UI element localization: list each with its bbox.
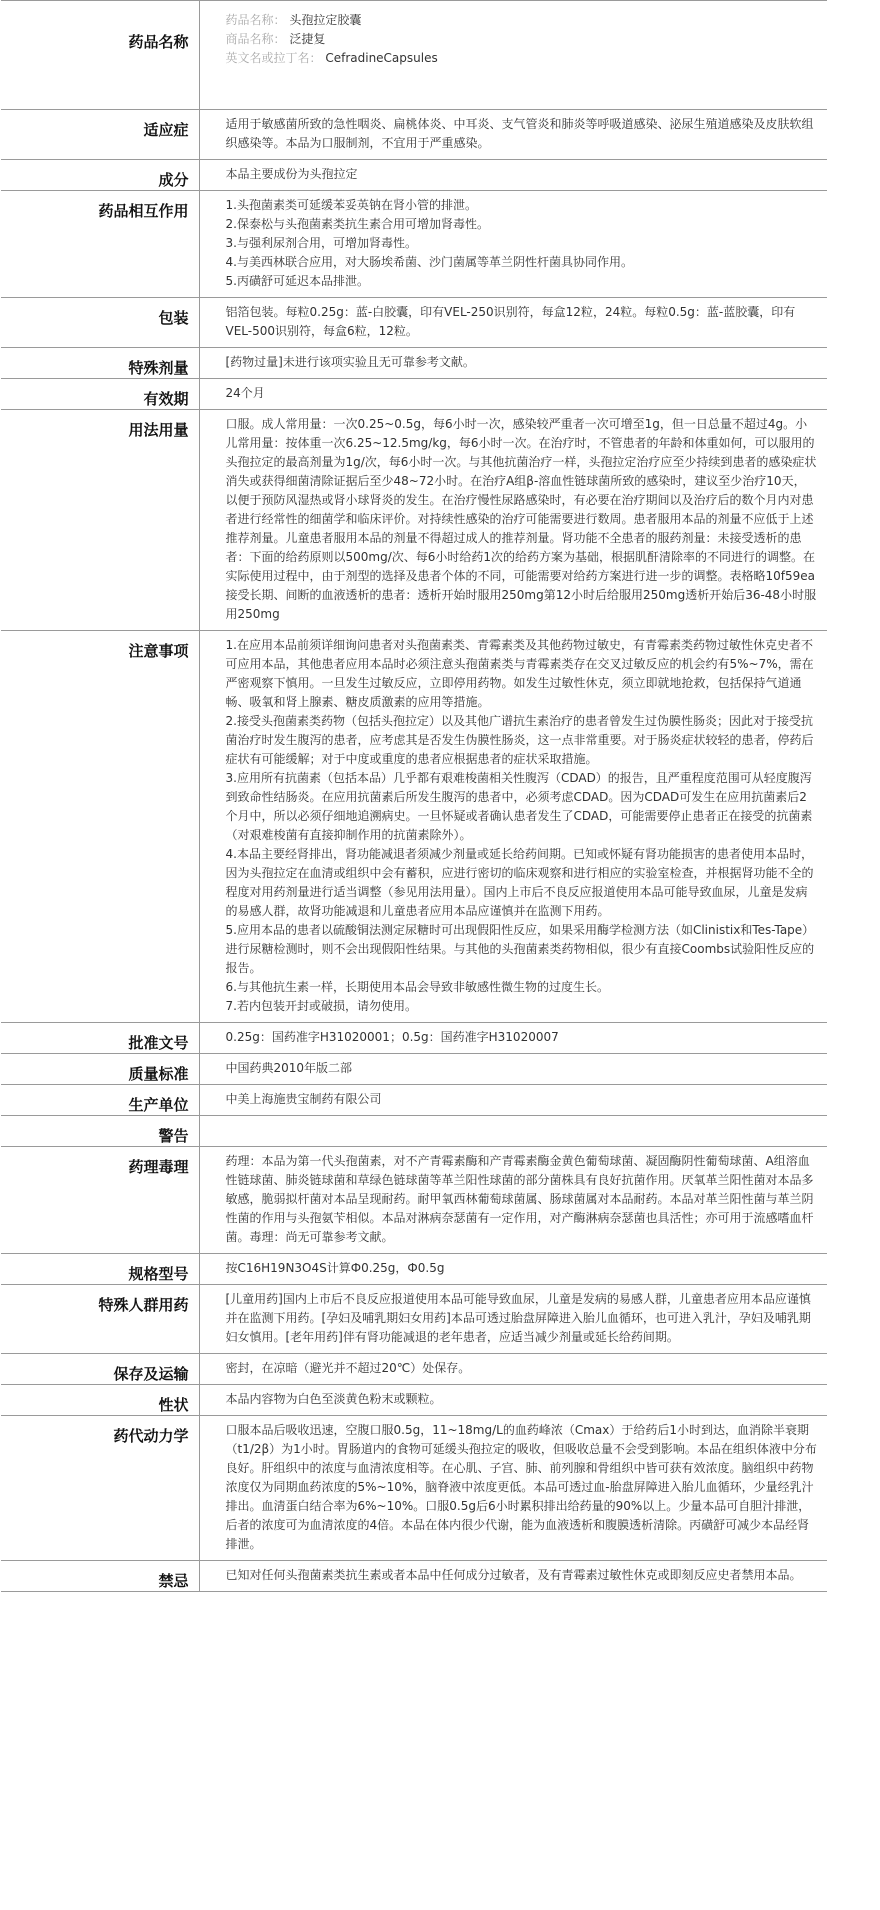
label-precautions: 注意事项 xyxy=(1,631,199,1023)
label-spec: 规格型号 xyxy=(1,1254,199,1285)
precaution-item: 3.应用所有抗菌素（包括本品）几乎都有艰难梭菌相关性腹泻（CDAD）的报告，且严重程度范围可从轻度腹泻到致命性结肠炎。在应用抗菌素后所发生腹泻的患者中，必须考虑CDAD。因为CDAD可发生在应用抗菌素后2个月中，所以必须仔细地追溯病史。一旦怀疑或者确认患者发生了CDAD，可能需要停止患者正在接受的抗菌素（对艰难梭菌有直接抑制作用的抗菌素除外）。 xyxy=(225,771,813,842)
value-ingredients: 本品主要成份为头孢拉定 xyxy=(199,160,827,191)
interaction-item: 5.丙磺舒可延迟本品排泄。 xyxy=(225,274,369,288)
label-indications: 适应症 xyxy=(1,110,199,160)
precaution-item: 6.与其他抗生素一样，长期使用本品会导致非敏感性微生物的过度生长。 xyxy=(225,980,609,994)
interaction-item: 2.保泰松与头孢菌素类抗生素合用可增加肾毒性。 xyxy=(225,217,489,231)
value-interactions xyxy=(199,191,827,298)
label-interactions: 药品相互作用 xyxy=(1,191,199,298)
value-usage: 口服。成人常用量：一次0.25~0.5g，每6小时一次，感染较严重者一次可增至1g，但一日总量不超过4g。小儿常用量：按体重一次6.25~12.5mg/kg，每6小时一次。在治疗时，不管患者的年龄和体重如何，可以服用的头孢拉定的最高剂量为1g/次，每6小时一次。与其他抗菌治疗一样，头孢拉定治疗应至少持续到患者的感染症状消失或获得细菌清除证据后至少48~72小时。在治疗A组β-溶血性链球菌所致的感染时，建议至少治疗10天，以便于预防风湿热或肾小球肾炎的发生。在治疗慢性尿路感染时，有必要在治疗期间以及治疗后的数个月内对患者进行经常性的细菌学和临床评价。对持续性感染的治疗可能需要进行数周。患者服用本品的剂量不应低于上述推荐剂量。儿童患者服用本品的剂量不得超过成人的推荐剂量。肾功能不全患者的服药剂量：未接受透析的患者：下面的给药原则以500mg/次、每6小时给药1次的给药方案为基础，根据肌酐清除率的不同进行的调整。在实际使用过程中，由于剂型的选择及患者个体的不同，可能需要对给药方案进行进一步的调整。表格略10f59ea接受长期、间断的血液透析的患者：透析开始时服用250mg第12小时后给服用250mg透析开始后36-48小时服用250mg xyxy=(199,410,827,631)
label-packaging: 包装 xyxy=(1,298,199,348)
row-storage xyxy=(1,1354,827,1385)
value-spec: 按C16H19N3O4S计算Ф0.25g，Ф0.5g xyxy=(199,1254,827,1285)
value-appearance: 本品内容物为白色至淡黄色粉末或颗粒。 xyxy=(199,1385,827,1416)
row-spec xyxy=(1,1254,827,1285)
value-special-dose: [药物过量]未进行该项实验且无可靠参考文献。 xyxy=(199,348,827,379)
row-appearance xyxy=(1,1385,827,1416)
trade-name-label: 商品名称： xyxy=(225,32,286,46)
precaution-item: 1.在应用本品前须详细询问患者对头孢菌素类、青霉素类及其他药物过敏史，有青霉素类药物过敏性休克史者不可应用本品，其他患者应用本品时必须注意头孢菌素类与青霉素类存在交叉过敏反应的机会约有5%~7%，需在严密观察下慎用。一旦发生过敏反应，立即停用药物。如发生过敏性休克，须立即就地抢救，包括保持气道通畅、吸氧和肾上腺素、糖皮质激素的应用等措施。 xyxy=(225,638,814,709)
label-warning: 警告 xyxy=(1,1116,199,1147)
value-indications: 适用于敏感菌所致的急性咽炎、扁桃体炎、中耳炎、支气管炎和肺炎等呼吸道感染、泌尿生殖道感染及皮肤软组织感染等。本品为口服制剂，不宜用于严重感染。 xyxy=(199,110,827,160)
value-storage: 密封，在凉暗（避光并不超过20℃）处保存。 xyxy=(199,1354,827,1385)
label-validity: 有效期 xyxy=(1,379,199,410)
label-drug-name: 药品名称 xyxy=(1,1,199,110)
interaction-item: 1.头孢菌素类可延缓苯妥英钠在肾小管的排泄。 xyxy=(225,198,477,212)
label-pharmacology: 药理毒理 xyxy=(1,1147,199,1254)
value-warning xyxy=(199,1116,827,1147)
label-appearance: 性状 xyxy=(1,1385,199,1416)
drug-spec-table xyxy=(1,0,827,1592)
row-drug-name xyxy=(1,1,827,110)
label-pharmacokinetics: 药代动力学 xyxy=(1,1416,199,1561)
label-quality: 质量标准 xyxy=(1,1054,199,1085)
english-name-label: 英文名或拉丁名： xyxy=(225,51,322,65)
value-approval: 0.25g：国药准字H31020001；0.5g：国药准字H31020007 xyxy=(199,1023,827,1054)
label-contraindications: 禁忌 xyxy=(1,1561,199,1592)
value-manufacturer: 中美上海施贵宝制药有限公司 xyxy=(199,1085,827,1116)
value-contraindications: 已知对任何头孢菌素类抗生素或者本品中任何成分过敏者，及有青霉素过敏性休克或即刻反应史者禁用本品。 xyxy=(199,1561,827,1592)
value-pharmacology: 药理：本品为第一代头孢菌素，对不产青霉素酶和产青霉素酶金黄色葡萄球菌、凝固酶阴性葡萄球菌、A组溶血性链球菌、肺炎链球菌和草绿色链球菌等革兰阳性球菌的部分菌株具有良好抗菌作用。厌氧革兰阳性菌对本品多敏感，脆弱拟杆菌对本品呈现耐药。耐甲氧西林葡萄球菌属、肠球菌属对本品耐药。本品对革兰阳性菌与革兰阴性菌的作用与头孢氨苄相似。本品对淋病奈瑟菌有一定作用，对产酶淋病奈瑟菌也具活性；亦可用于流感嗜血杆菌。毒理：尚无可靠参考文献。 xyxy=(199,1147,827,1254)
row-pharmacokinetics xyxy=(1,1416,827,1561)
precaution-item: 2.接受头孢菌素类药物（包括头孢拉定）以及其他广谱抗生素治疗的患者曾发生过伪膜性肠炎；因此对于接受抗菌治疗时发生腹泻的患者，应考虑其是否发生伪膜性肠炎，这一点非常重要。对于肠炎症状较轻的患者，停药后症状有可能缓解；对于中度或重度的患者应根据患者的症状采取措施。 xyxy=(225,714,814,766)
value-validity: 24个月 xyxy=(199,379,827,410)
row-pharmacology xyxy=(1,1147,827,1254)
label-special-dose: 特殊剂量 xyxy=(1,348,199,379)
row-validity xyxy=(1,379,827,410)
value-drug-name xyxy=(199,1,827,110)
row-special-dose xyxy=(1,348,827,379)
row-contraindications xyxy=(1,1561,827,1592)
interaction-item: 4.与美西林联合应用，对大肠埃希菌、沙门菌属等革兰阴性杆菌具协同作用。 xyxy=(225,255,633,269)
row-quality xyxy=(1,1054,827,1085)
row-usage xyxy=(1,410,827,631)
row-manufacturer xyxy=(1,1085,827,1116)
value-packaging: 铝箔包装。每粒0.25g：蓝-白胶囊，印有VEL-250识别符，每盒12粒，24粒。每粒0.5g：蓝-蓝胶囊，印有VEL-500识别符，每盒6粒，12粒。 xyxy=(199,298,827,348)
label-usage: 用法用量 xyxy=(1,410,199,631)
generic-name: 头孢拉定胶囊 xyxy=(289,13,362,27)
label-ingredients: 成分 xyxy=(1,160,199,191)
generic-name-label: 药品名称： xyxy=(225,13,286,27)
value-special-population: [儿童用药]国内上市后不良反应报道使用本品可能导致血尿，儿童是发病的易感人群，儿童患者应用本品应谨慎并在监测下用药。[孕妇及哺乳期妇女用药]本品可透过胎盘屏障进入胎儿血循环，也可进入乳汁，孕妇及哺乳期妇女慎用。[老年用药]伴有肾功能减退的老年患者，应适当减少剂量或延长给药间期。 xyxy=(199,1285,827,1354)
precaution-item: 4.本品主要经肾排出，肾功能减退者须减少剂量或延长给药间期。已知或怀疑有肾功能损害的患者使用本品时，因为头孢拉定在血清或组织中会有蓄积，应进行密切的临床观察和进行相应的实验室检查，并根据肾功能不全的程度对用药剂量进行适当调整（参见用法用量）。国内上市后不良反应报道使用本品可能导致血尿，儿童是发病的易感人群，故肾功能减退和儿童患者应用本品应谨慎并在监测下用药。 xyxy=(225,847,814,918)
row-packaging xyxy=(1,298,827,348)
interaction-item: 3.与强利尿剂合用，可增加肾毒性。 xyxy=(225,236,417,250)
row-interactions xyxy=(1,191,827,298)
label-approval: 批准文号 xyxy=(1,1023,199,1054)
label-storage: 保存及运输 xyxy=(1,1354,199,1385)
trade-name: 泛捷复 xyxy=(289,32,326,46)
row-approval xyxy=(1,1023,827,1054)
precaution-item: 7.若内包装开封或破损，请勿使用。 xyxy=(225,999,417,1013)
english-name: CefradineCapsules xyxy=(325,51,438,65)
value-precautions xyxy=(199,631,827,1023)
label-special-population: 特殊人群用药 xyxy=(1,1285,199,1354)
row-warning xyxy=(1,1116,827,1147)
row-precautions xyxy=(1,631,827,1023)
precaution-item: 5.应用本品的患者以硫酸铜法测定尿糖时可出现假阳性反应，如果采用酶学检测方法（如Clinistix和Tes-Tape）进行尿糖检测时，则不会出现假阳性结果。与其他的头孢菌素类药物相似，很少有直接Coombs试验阳性反应的报告。 xyxy=(225,923,815,975)
value-pharmacokinetics: 口服本品后吸收迅速，空腹口服0.5g，11~18mg/L的血药峰浓（Cmax）于给药后1小时到达，血消除半衰期（t1/2β）为1小时。胃肠道内的食物可延缓头孢拉定的吸收，但吸收总量不会受到影响。本品在组织体液中分布良好。肝组织中的浓度与血清浓度相等。在心肌、子宫、肺、前列腺和骨组织中皆可获有效浓度。脑组织中药物浓度仅为同期血药浓度的5%~10%，脑脊液中浓度更低。本品可透过血-胎盘屏障进入胎儿血循环，少量经乳汁排出。血清蛋白结合率为6%~10%。口服0.5g后6小时累积排出给药量的90%以上。少量本品可自胆汁排泄，后者的浓度可为血清浓度的4倍。本品在体内很少代谢，能为血液透析和腹膜透析清除。丙磺舒可减少本品经肾排泄。 xyxy=(199,1416,827,1561)
label-manufacturer: 生产单位 xyxy=(1,1085,199,1116)
row-special-population xyxy=(1,1285,827,1354)
value-quality: 中国药典2010年版二部 xyxy=(199,1054,827,1085)
row-ingredients xyxy=(1,160,827,191)
row-indications xyxy=(1,110,827,160)
